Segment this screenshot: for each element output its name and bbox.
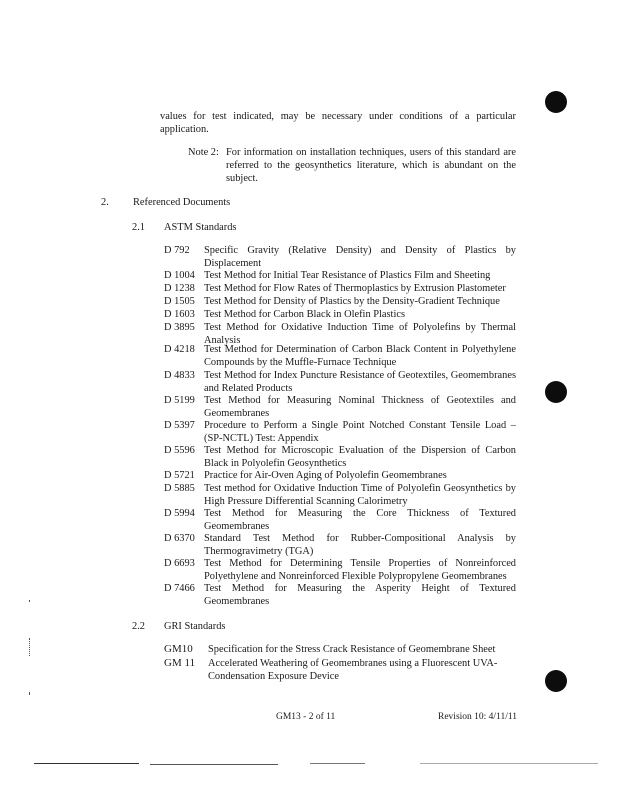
scan-line xyxy=(310,763,365,764)
section-number: 2. xyxy=(101,197,109,208)
section-title: Referenced Documents xyxy=(133,197,231,208)
subsection-gri-number: 2.2 xyxy=(132,621,145,632)
note-label: Note 2: xyxy=(188,147,219,158)
astm-description: Test Method for Oxidative Induction Time of Polyolefins by Thermal Analysis xyxy=(204,322,516,346)
gri-code: GM10 xyxy=(164,643,193,655)
scan-mark xyxy=(29,600,30,602)
astm-code: D 4218 xyxy=(164,344,195,355)
punch-hole-top xyxy=(545,91,567,113)
astm-code: D 5885 xyxy=(164,483,195,494)
gri-code: GM 11 xyxy=(164,657,196,669)
punch-hole-middle xyxy=(545,381,567,403)
astm-description: Test Method for Density of Plastics by the Density-Gradient Technique xyxy=(204,296,500,307)
scan-mark xyxy=(29,638,31,656)
astm-description: Test Method for Determining Tensile Properties of Nonreinforced Polyethylene and Nonreinforced Flexible Polypropylene Geomembranes xyxy=(204,558,516,582)
astm-description: Test Method for Microscopic Evaluation of the Dispersion of Carbon Black in Polyolefin Geosynthetics xyxy=(204,445,516,469)
astm-code: D 5994 xyxy=(164,508,195,519)
scan-line xyxy=(420,763,598,764)
scan-line xyxy=(150,764,278,765)
astm-code: D 6693 xyxy=(164,558,195,569)
punch-hole-bottom xyxy=(545,670,567,692)
astm-description: Standard Test Method for Rubber-Compositional Analysis by Thermogravimetry (TGA) xyxy=(204,533,516,557)
astm-description: Test Method for Measuring the Asperity Height of Textured Geomembranes xyxy=(204,583,516,607)
astm-description: Practice for Air-Oven Aging of Polyolefin Geomembranes xyxy=(204,470,447,481)
astm-description: Test Method for Flow Rates of Thermoplastics by Extrusion Plastometer xyxy=(204,283,506,294)
astm-code: D 5721 xyxy=(164,470,195,481)
astm-code: D 792 xyxy=(164,245,190,256)
astm-code: D 1004 xyxy=(164,270,195,281)
astm-code: D 1603 xyxy=(164,309,195,320)
astm-description: Test Method for Determination of Carbon Black Content in Polyethylene Compounds by the Muffle-Furnace Technique xyxy=(204,344,516,368)
astm-code: D 1238 xyxy=(164,283,195,294)
astm-code: D 5199 xyxy=(164,395,195,406)
note-text: For information on installation techniques, users of this standard are referred to the geosynthetics literature, which is abundant on the subject. xyxy=(226,147,516,184)
astm-code: D 4833 xyxy=(164,370,195,381)
scan-line xyxy=(34,763,139,764)
astm-description: Test Method for Initial Tear Resistance of Plastics Film and Sheeting xyxy=(204,270,491,281)
astm-code: D 7466 xyxy=(164,583,195,594)
astm-code: D 6370 xyxy=(164,533,195,544)
astm-code: D 5596 xyxy=(164,445,195,456)
subsection-astm-title: ASTM Standards xyxy=(164,222,237,233)
astm-description: Test Method for Measuring the Core Thickness of Textured Geomembranes xyxy=(204,508,516,532)
subsection-astm-number: 2.1 xyxy=(132,222,145,233)
footer-page-number: GM13 - 2 of 11 xyxy=(276,712,336,722)
scan-mark xyxy=(29,692,30,695)
gri-description: Accelerated Weathering of Geomembranes using a Fluorescent UVA-Condensation Exposure Device xyxy=(208,658,498,682)
astm-description: Specific Gravity (Relative Density) and Density of Plastics by Displacement xyxy=(204,245,516,269)
astm-code: D 5397 xyxy=(164,420,195,431)
astm-description: Procedure to Perform a Single Point Notched Constant Tensile Load – (SP-NCTL) Test: Appendix xyxy=(204,420,516,444)
astm-description: Test method for Oxidative Induction Time of Polyolefin Geosynthetics by High Pressure Differential Scanning Calorimetry xyxy=(204,483,516,507)
astm-code: D 3895 xyxy=(164,322,195,333)
gri-description: Specification for the Stress Crack Resistance of Geomembrane Sheet xyxy=(208,644,496,655)
astm-description: Test Method for Measuring Nominal Thickness of Geotextiles and Geomembranes xyxy=(204,395,516,419)
astm-description: Test Method for Index Puncture Resistance of Geotextiles, Geomembranes and Related Products xyxy=(204,370,516,394)
astm-description: Test Method for Carbon Black in Olefin Plastics xyxy=(204,309,405,320)
continuation-paragraph: values for test indicated, may be necessary under conditions of a particular application. xyxy=(160,111,516,135)
subsection-gri-title: GRI Standards xyxy=(164,621,226,632)
astm-code: D 1505 xyxy=(164,296,195,307)
footer-revision: Revision 10: 4/11/11 xyxy=(438,712,517,722)
